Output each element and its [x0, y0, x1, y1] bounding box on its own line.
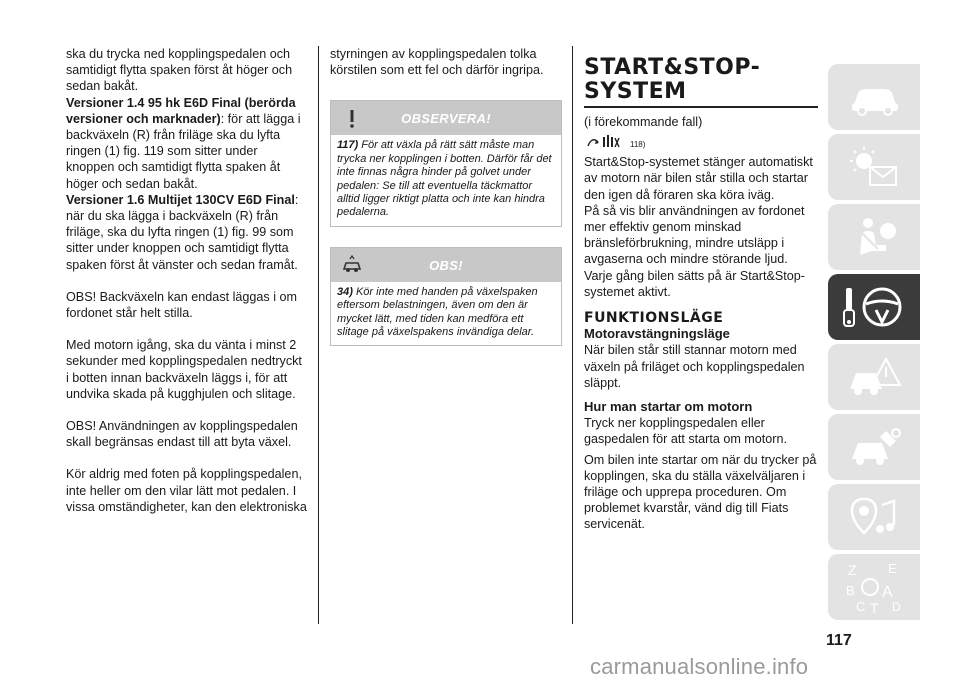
note-number: 117): [337, 139, 359, 152]
light-mail-icon: [846, 145, 902, 189]
reference-line: [586, 132, 818, 150]
paragraph: När bilen står still stannar motorn med växeln på friläget och kopplingspedalen släppt.: [584, 343, 805, 390]
note-text: Kör inte med handen på växelspaken eftersom belastningen, även om den är mycket lätt, med tiden kan medföra ett slitage på växelspakens invändiga delar.: [337, 285, 538, 339]
warning-car-icon: [846, 355, 902, 399]
column-left: [66, 46, 308, 515]
notice-box-title: OBS!: [429, 257, 463, 273]
paragraph: Kör aldrig med foten på kopplingspedalen, inte heller om den vilar lätt mot pedalen. I vissa omständigheter, kan den elektroniska: [66, 467, 307, 514]
tab-car[interactable]: [828, 64, 920, 130]
notice-box-text: [331, 282, 561, 346]
index-letter: T: [870, 600, 879, 615]
column-divider: [572, 46, 573, 624]
paragraph: styrningen av kopplingspedalen tolka körstilen som ett fel och därför ingripa.: [330, 47, 544, 78]
heading-function-mode: FUNKTIONSLÄGE: [584, 310, 724, 327]
section-title-line1: START&STOP-: [584, 55, 761, 80]
warning-box: [330, 100, 562, 226]
note-number: 34): [337, 285, 353, 298]
column-middle: [330, 46, 562, 346]
title-underline: [584, 106, 818, 108]
paragraph: På så vis blir användningen av fordonet mer effektiv genom minskad bränsleförbrukning, mindre utsläpp i avgaserna och mindre störande ljud.: [584, 203, 805, 267]
paragraph: Varje gång bilen sätts på är Start&Stop-systemet aktivt.: [584, 268, 805, 299]
tab-safety[interactable]: [828, 204, 920, 270]
paragraph: ska du trycka ned kopplingspedalen och samtidigt flytta spaken först åt höger och sedan bakåt.: [66, 47, 293, 94]
tab-maintenance[interactable]: [828, 414, 920, 480]
tab-multimedia[interactable]: [828, 484, 920, 550]
paragraph: Start&Stop-systemet stänger automatiskt av motorn när bilen står stilla och startar den igen då föraren ska köra iväg.: [584, 155, 813, 202]
paragraph: Tryck ner kopplingspedalen eller gaspedalen för att starta om motorn.: [584, 416, 788, 447]
index-letter: C: [856, 599, 866, 614]
reference-number: 118): [630, 140, 646, 150]
warning-box-header: [331, 101, 561, 135]
tab-warning-lights[interactable]: [828, 344, 920, 410]
wrench-car-icon: [846, 425, 902, 469]
subtitle: (i förekommande fall): [584, 115, 703, 129]
section-title-line2: SYSTEM: [584, 79, 687, 104]
heading-restart-engine: Hur man startar om motorn: [584, 399, 753, 415]
start-stop-icon: [586, 132, 626, 150]
warning-box-title: OBSERVERA!: [401, 111, 491, 127]
tab-lights-messages[interactable]: [828, 134, 920, 200]
text: : när du ska lägga i backväxeln (R) från friläge, ska du lyfta ringen (1) fig. 99 som sitter under knoppen och samtidigt flytta spaken först åt vänster och sedan framåt.: [66, 192, 299, 272]
paragraph-versions-14: [66, 95, 308, 192]
paragraph: OBS! Användningen av kopplingspedalen skall begränsas endast till att byta växel.: [66, 419, 298, 450]
text: : för att lägga i backväxeln (R) från friläge ska du lyfta ringen (1) fig. 119 som sitter under knoppen och samtidigt flytta spaken åt höger och sedan bakåt.: [66, 111, 301, 191]
column-divider: [318, 46, 319, 624]
media-navigation-icon: [846, 495, 902, 539]
notice-box-header: [331, 248, 561, 282]
paragraph-versions-16: [66, 192, 308, 273]
column-right: [584, 46, 818, 533]
tab-starting-driving[interactable]: [828, 274, 920, 340]
key-steering-wheel-icon: [838, 282, 910, 332]
heading-engine-stop: Motoravstängningsläge: [584, 326, 730, 342]
heading-versions-14: Versioner 1.4 95 hk E6D Final (berörda versioner och marknader): [66, 95, 296, 126]
alphabet-index-icon: [842, 559, 906, 615]
note-text: För att växla på rätt sätt måste man trycka ner kopplingen i botten. Därför får det inte finnas några hinder på golvet under pedalen: Se till att eventuella täckmattor alltid ligger riktigt platta och inte kan hindra pedalerna.: [337, 139, 552, 219]
tab-index[interactable]: [828, 554, 920, 620]
car-icon: [846, 77, 902, 117]
notice-box: [330, 247, 562, 347]
chapter-tabs: [828, 64, 920, 624]
warning-box-text: [331, 135, 561, 225]
page-number: 117: [826, 632, 852, 649]
index-letter: D: [892, 600, 901, 614]
index-letter: A: [882, 584, 893, 601]
index-letter: B: [846, 583, 855, 598]
paragraph: Med motorn igång, ska du vänta i minst 2 sekunder med kopplingspedalen nedtryckt i botten innan backväxeln läggs i, för att undvika skada på kugghjulen och slitage.: [66, 338, 302, 401]
watermark: carmanualsonline.info: [590, 654, 809, 679]
heading-versions-16: Versioner 1.6 Multijet 130CV E6D Final: [66, 192, 295, 207]
paragraph: Om bilen inte startar om när du trycker på kopplingen, ska du ställa växelväljaren i friläge och upprepa proceduren. Om problemet kvarstår, vänd dig till Fiats servicenät.: [584, 452, 817, 532]
index-letter: Z: [848, 562, 857, 578]
paragraph: OBS! Backväxeln kan endast läggas i om fordonet står helt stilla.: [66, 289, 298, 321]
section-title: [584, 56, 818, 104]
seatbelt-airbag-icon: [846, 215, 902, 259]
index-letter: E: [888, 561, 897, 576]
